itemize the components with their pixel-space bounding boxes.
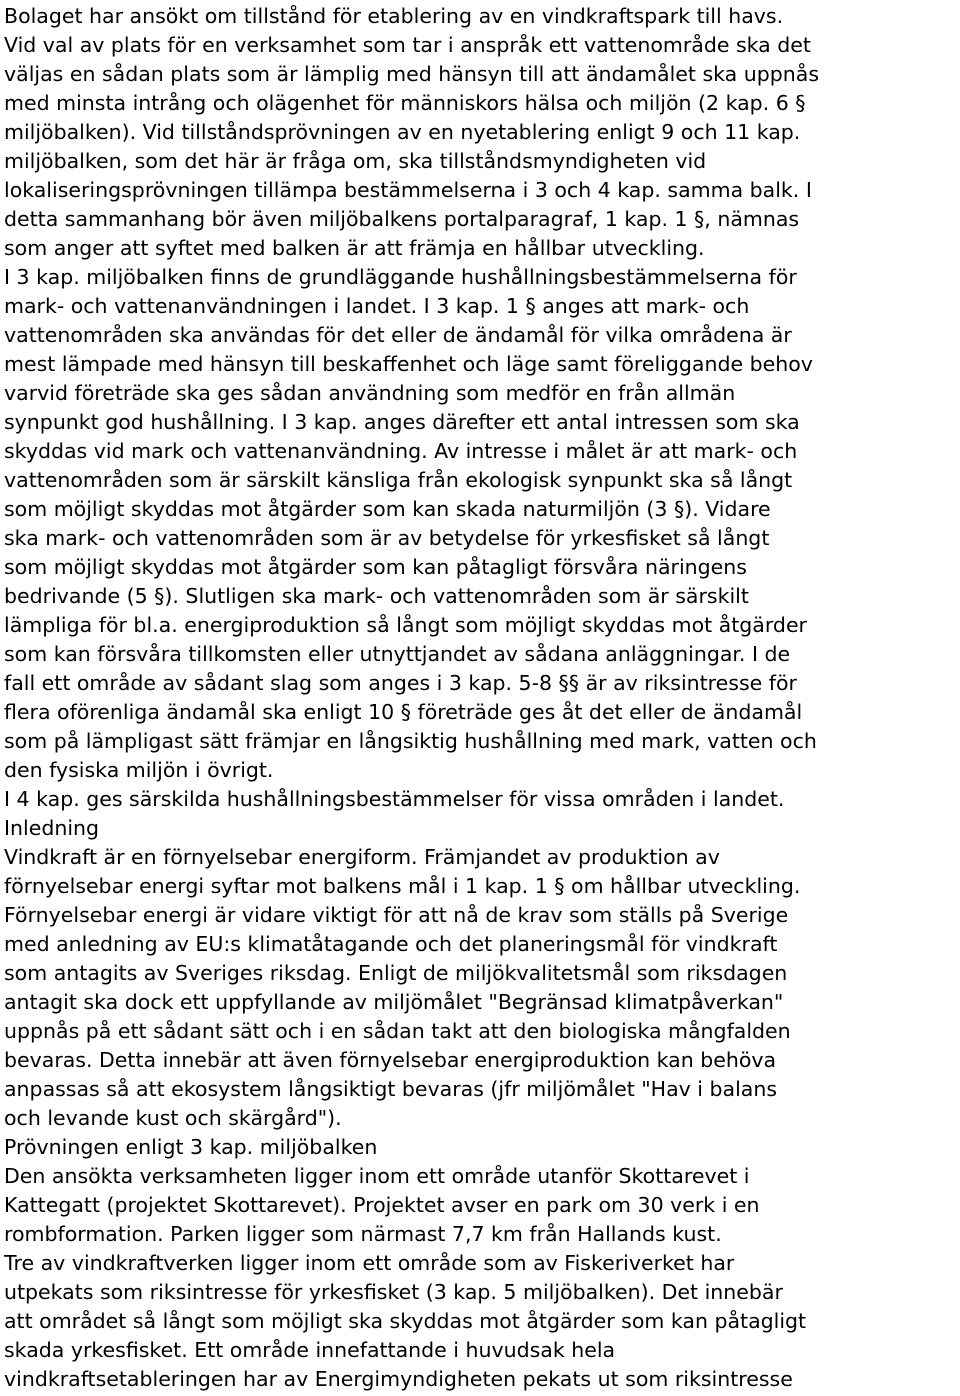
- text-line: Bolaget har ansökt om tillstånd för etablering av en vindkraftspark till havs.: [4, 4, 784, 28]
- text-line: I 3 kap. miljöbalken finns de grundläggande hushållningsbestämmelserna för: [4, 265, 797, 289]
- text-line: Förnyelsebar energi är vidare viktigt för att nå de krav som ställs på Sverige: [4, 903, 789, 927]
- text-line: som antagits av Sveriges riksdag. Enligt de miljökvalitetsmål som riksdagen: [4, 961, 788, 985]
- text-line: varvid företräde ska ges sådan användning som medför en från allmän: [4, 381, 736, 405]
- text-line: Tre av vindkraftverken ligger inom ett område som av Fiskeriverket har: [4, 1251, 735, 1275]
- text-line: vindkraftsetableringen har av Energimyndigheten pekats ut som riksintresse: [4, 1367, 793, 1391]
- text-line: fall ett område av sådant slag som anges i 3 kap. 5-8 §§ är av riksintresse för: [4, 671, 797, 695]
- text-line: vattenområden som är särskilt känsliga från ekologisk synpunkt ska så långt: [4, 468, 793, 492]
- text-line: miljöbalken). Vid tillståndsprövningen av en nyetablering enligt 9 och 11 kap.: [4, 120, 801, 144]
- text-line: den fysiska miljön i övrigt.: [4, 758, 274, 782]
- text-line: som möjligt skyddas mot åtgärder som kan skada naturmiljön (3 §). Vidare: [4, 497, 771, 521]
- text-line: skada yrkesfisket. Ett område innefattande i huvudsak hela: [4, 1338, 616, 1362]
- text-line: Kattegatt (projektet Skottarevet). Projektet avser en park om 30 verk i en: [4, 1193, 760, 1217]
- text-line: bedrivande (5 §). Slutligen ska mark- och vattenområden som är särskilt: [4, 584, 749, 608]
- text-line: Vindkraft är en förnyelsebar energiform. Främjandet av produktion av: [4, 845, 720, 869]
- text-line: I 4 kap. ges särskilda hushållningsbestämmelser för vissa områden i landet.: [4, 787, 785, 811]
- text-line: förnyelsebar energi syftar mot balkens mål i 1 kap. 1 § om hållbar utveckling.: [4, 874, 801, 898]
- text-line: bevaras. Detta innebär att även förnyelsebar energiproduktion kan behöva: [4, 1048, 777, 1072]
- text-line: anpassas så att ekosystem långsiktigt bevaras (jfr miljömålet "Hav i balans: [4, 1077, 778, 1101]
- text-line: detta sammanhang bör även miljöbalkens portalparagraf, 1 kap. 1 §, nämnas: [4, 207, 800, 231]
- text-line: miljöbalken, som det här är fråga om, ska tillståndsmyndigheten vid: [4, 149, 707, 173]
- text-line: mest lämpade med hänsyn till beskaffenhet och läge samt föreliggande behov: [4, 352, 813, 376]
- text-line: skyddas vid mark och vattenanvändning. Av intresse i målet är att mark- och: [4, 439, 798, 463]
- text-line: att området så långt som möjligt ska skyddas mot åtgärder som kan påtagligt: [4, 1309, 807, 1333]
- text-line: som på lämpligast sätt främjar en långsiktig hushållning med mark, vatten och: [4, 729, 817, 753]
- text-line: som möjligt skyddas mot åtgärder som kan påtagligt försvåra näringens: [4, 555, 747, 579]
- text-line: synpunkt god hushållning. I 3 kap. anges därefter ett antal intressen som ska: [4, 410, 800, 434]
- text-line: och levande kust och skärgård").: [4, 1106, 342, 1130]
- text-line: med minsta intrång och olägenhet för människors hälsa och miljön (2 kap. 6 §: [4, 91, 806, 115]
- text-line: som anger att syftet med balken är att främja en hållbar utveckling.: [4, 236, 705, 260]
- text-line: Den ansökta verksamheten ligger inom ett område utanför Skottarevet i: [4, 1164, 750, 1188]
- text-line: som kan försvåra tillkomsten eller utnyttjandet av sådana anläggningar. I de: [4, 642, 791, 666]
- text-line: väljas en sådan plats som är lämplig med hänsyn till att ändamålet ska uppnås: [4, 62, 819, 86]
- text-line: utpekats som riksintresse för yrkesfisket (3 kap. 5 miljöbalken). Det innebär: [4, 1280, 783, 1304]
- section-heading: Inledning: [4, 816, 100, 840]
- document-body: [4, 2, 956, 1394]
- text-line: med anledning av EU:s klimatåtagande och det planeringsmål för vindkraft: [4, 932, 778, 956]
- text-line: uppnås på ett sådant sätt och i en sådan takt att den biologiska mångfalden: [4, 1019, 791, 1043]
- text-line: lämpliga för bl.a. energiproduktion så långt som möjligt skyddas mot åtgärder: [4, 613, 807, 637]
- text-line: Vid val av plats för en verksamhet som tar i anspråk ett vattenområde ska det: [4, 33, 811, 57]
- text-line: flera oförenliga ändamål ska enligt 10 § företräde ges åt det eller de ändamål: [4, 700, 803, 724]
- text-line: rombformation. Parken ligger som närmast 7,7 km från Hallands kust.: [4, 1222, 722, 1246]
- text-line: mark- och vattenanvändningen i landet. I 3 kap. 1 § anges att mark- och: [4, 294, 750, 318]
- section-heading: Prövningen enligt 3 kap. miljöbalken: [4, 1135, 378, 1159]
- text-line: vattenområden ska användas för det eller de ändamål för vilka områdena är: [4, 323, 792, 347]
- text-line: lokaliseringsprövningen tillämpa bestämmelserna i 3 och 4 kap. samma balk. I: [4, 178, 812, 202]
- text-line: ska mark- och vattenområden som är av betydelse för yrkesfisket så långt: [4, 526, 770, 550]
- text-line: antagit ska dock ett uppfyllande av miljömålet "Begränsad klimatpåverkan": [4, 990, 784, 1014]
